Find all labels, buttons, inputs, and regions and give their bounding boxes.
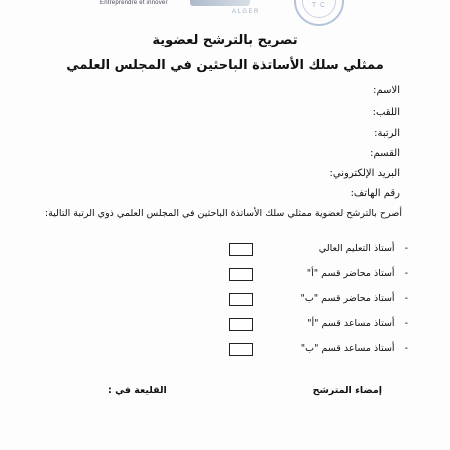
rank-option-label: أستاذ محاضر قسم "أ"	[306, 268, 395, 279]
rank-bullet: -	[404, 318, 408, 329]
surname-field-label: اللقب:	[372, 107, 400, 118]
department-field-label: القسم:	[370, 148, 400, 159]
rank-bullet: -	[404, 268, 408, 279]
rank-bullet: -	[404, 343, 408, 354]
candidate-signature-label: إمضاء المترشح	[312, 385, 382, 396]
rank-option-2	[307, 268, 408, 279]
rank-option-label: أستاذ محاضر قسم "ب"	[300, 293, 395, 304]
rank-option-3	[300, 293, 408, 304]
place-date-label: القليعة في :	[108, 385, 167, 396]
rank-option-1	[319, 243, 408, 254]
rank-checkbox-2[interactable]	[229, 268, 253, 281]
seal-text: T C	[311, 2, 327, 9]
institution-tagline: Entreprendre et innover	[100, 0, 168, 6]
name-field-label: الاسم:	[373, 85, 400, 96]
rank-option-5	[301, 343, 408, 354]
rank-option-4	[307, 318, 408, 329]
rank-option-label: أستاذ مساعد قسم "ب"	[300, 343, 395, 354]
rank-checkbox-4[interactable]	[229, 318, 253, 331]
official-seal-stamp	[294, 0, 344, 26]
rank-checkbox-5[interactable]	[229, 343, 253, 356]
rank-option-label: أستاذ مساعد قسم "أ"	[307, 318, 395, 329]
phone-field-label: رقم الهاتف:	[350, 188, 400, 199]
candidacy-statement: أصرح بالترشح لعضوية ممثلي سلك الأساتذة الباحثين في المجلس العلمي ذوي الرتبة التالية:	[44, 208, 402, 219]
rank-checkbox-3[interactable]	[229, 293, 253, 306]
form-title-line1: تصريح بالترشح لعضوية	[152, 33, 298, 48]
rank-checkbox-1[interactable]	[229, 243, 253, 256]
email-field-label: البريد الإلكتروني:	[329, 168, 400, 179]
university-logo	[190, 0, 250, 6]
form-title-line2: ممثلي سلك الأساتذة الباحثين في المجلس العلمي	[66, 58, 384, 73]
logo-city-text: ALGER	[232, 9, 260, 15]
rank-bullet: -	[404, 293, 408, 304]
rank-field-label: الرتبة:	[374, 128, 400, 139]
rank-bullet: -	[404, 243, 408, 254]
rank-option-label: أستاذ التعليم العالي	[318, 243, 395, 254]
